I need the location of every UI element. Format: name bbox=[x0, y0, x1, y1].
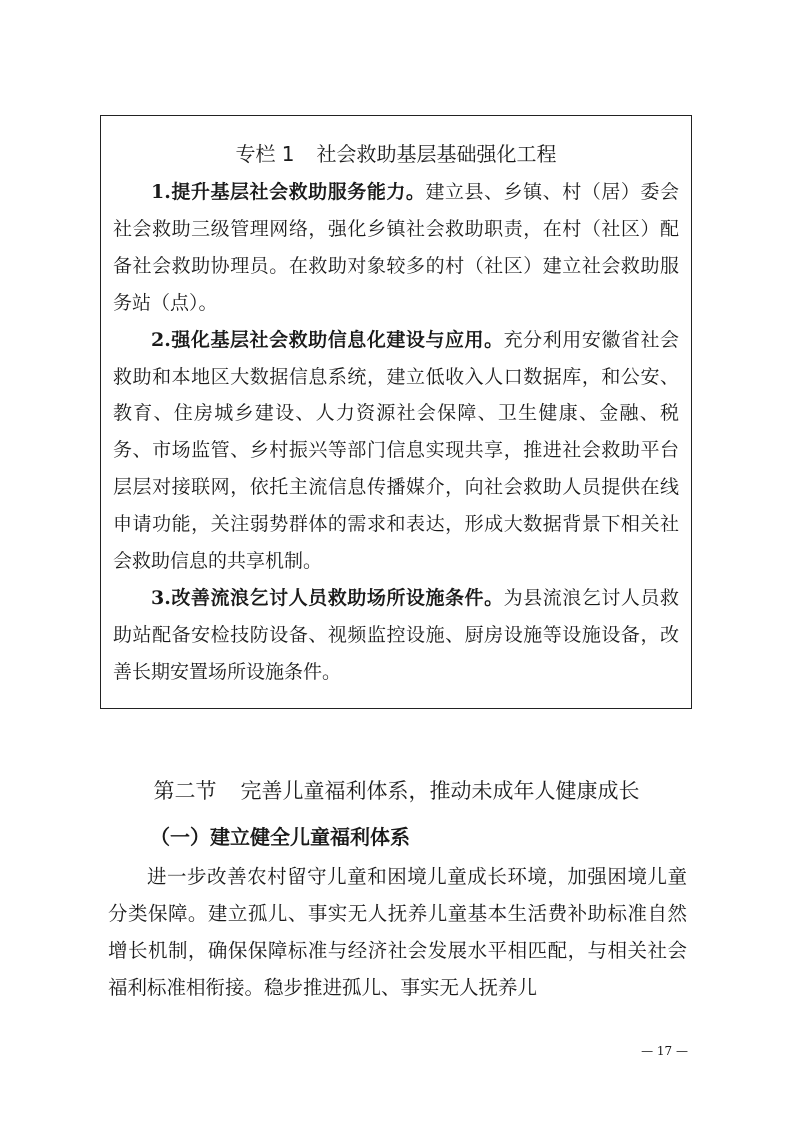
subsection-heading: （一）建立健全儿童福利体系 bbox=[150, 825, 410, 849]
feature-box bbox=[100, 115, 692, 709]
box-item bbox=[113, 580, 679, 691]
box-item bbox=[113, 322, 679, 580]
box-item-text: 充分利用安徽省社会救助和本地区大数据信息系统，建立低收入人口数据库，和公安、教育、住房城乡建设、人力资源社会保障、卫生健康、金融、税务、市场监管、乡村振兴等部门信息实现共享，推进社会救助平台层层对接联网，依托主流信息传播媒介，向社会救助人员提供在线申请功能，关注弱势群体的需求和表达，形成大数据背景下相关社会救助信息的共享机制。 bbox=[113, 328, 679, 573]
body-paragraph: 进一步改善农村留守儿童和困境儿童成长环境，加强困境儿童分类保障。建立孤儿、事实无人抚养儿童基本生活费补助标准自然增长机制，确保保障标准与经济社会发展水平相匹配，与相关社会福利标准相衔接。稳步推进孤儿、事实无人抚养儿 bbox=[108, 865, 687, 999]
box-item-lead: 2.强化基层社会救助信息化建设与应用。 bbox=[151, 328, 504, 351]
box-title-text: 社会救助基层基础强化工程 bbox=[316, 142, 557, 166]
box-item bbox=[113, 174, 679, 322]
box-item-lead: 1.提升基层社会救助服务能力。 bbox=[151, 181, 426, 203]
box-title-label: 专栏 1 bbox=[235, 142, 295, 166]
page-number: — 17 — bbox=[641, 1044, 688, 1058]
body-text bbox=[108, 858, 687, 1006]
box-title bbox=[101, 138, 691, 170]
section-heading bbox=[0, 774, 793, 808]
box-body bbox=[113, 174, 679, 691]
section-number: 第二节 bbox=[153, 779, 217, 803]
section-title-text: 完善儿童福利体系，推动未成年人健康成长 bbox=[240, 779, 640, 803]
box-item-text: 为县流浪乞讨人员救助站配备安检技防设备、视频监控设施、厨房设施等设施设备，改善长期安置场所设施条件。 bbox=[113, 586, 679, 683]
box-item-text: 建立县、乡镇、村（居）委会社会救助三级管理网络，强化乡镇社会救助职责，在村（社区）配备社会救助协理员。在救助对象较多的村（社区）建立社会救助服务站（点）。 bbox=[113, 181, 679, 314]
box-item-lead: 3.改善流浪乞讨人员救助场所设施条件。 bbox=[151, 586, 504, 609]
